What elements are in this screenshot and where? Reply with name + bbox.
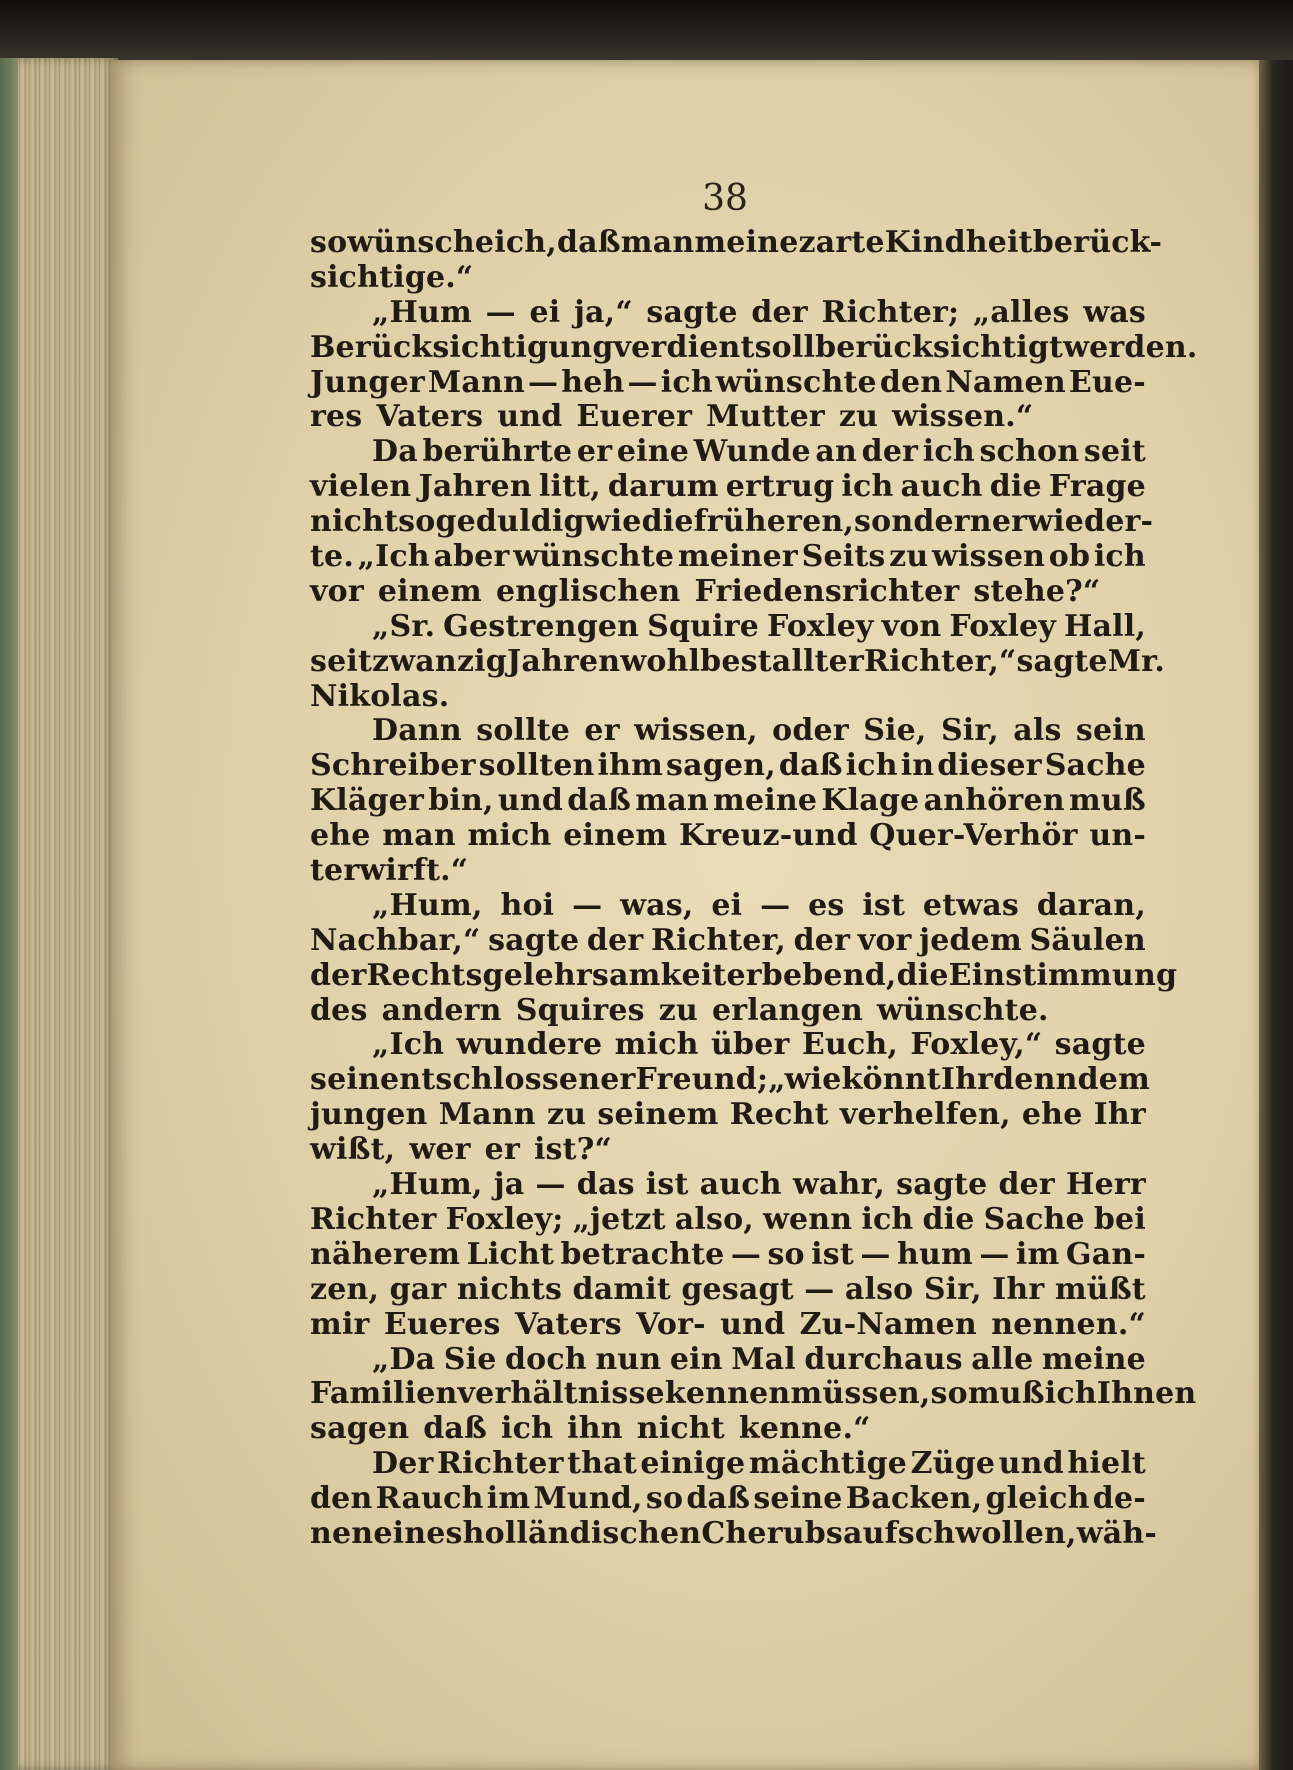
text-line: mir Eueres Vaters Vor- und Zu-Namen nennen.“: [310, 1306, 1146, 1342]
text-line: des andern Squires zu erlangen wünschte.: [310, 992, 1049, 1028]
text-line: Der Richter that einige mächtige Züge und hielt: [372, 1446, 1146, 1482]
text-line: jungen Mann zu seinem Recht verhelfen, ehe Ihr: [310, 1097, 1146, 1133]
text-line: te. „Ich aber wünschte meiner Seits zu wissen ob ich: [310, 539, 1146, 575]
text-line: „Ich wundere mich über Euch, Foxley,“ sagte: [372, 1027, 1146, 1063]
text-line: ehe man mich einem Kreuz-und Quer-Verhör un-: [310, 818, 1146, 854]
text-line: sagen daß ich ihn nicht kenne.“: [310, 1411, 871, 1447]
text-line: Dann sollte er wissen, oder Sie, Sir, als sein: [372, 713, 1146, 749]
text-line: den Rauch im Mund, so daß seine Backen, gleich de-: [310, 1481, 1146, 1517]
text-line: nicht so geduldig wie die früheren, sondern erwieder-: [310, 504, 1154, 540]
text-line: Familienverhältnisse kennen müssen, so muß ich Ihnen: [310, 1376, 1197, 1412]
page-number: 38: [702, 178, 748, 219]
text-line: der Rechtsgelehrsamkeit erbebend, die Einstimmung: [310, 957, 1178, 993]
text-line: seit zwanzig Jahren wohlbestallter Richter,“ sagte Mr.: [310, 643, 1165, 679]
text-line: Berücksichtigung verdient soll berücksichtigt werden.: [310, 329, 1198, 365]
body-text: [310, 225, 1198, 1552]
text-line: Schreiber sollten ihm sagen, daß ich in dieser Sache: [310, 748, 1146, 784]
text-line: „Da Sie doch nun ein Mal durchaus alle meine: [372, 1341, 1146, 1377]
text-line: vor einem englischen Friedensrichter stehe?“: [310, 573, 1101, 609]
text-line: zen, gar nichts damit gesagt — also Sir, Ihr müßt: [310, 1271, 1146, 1307]
text-line: res Vaters und Euerer Mutter zu wissen.“: [310, 399, 1034, 435]
text-line: sichtige.“: [310, 259, 474, 295]
text-line: Nachbar,“ sagte der Richter, der vor jedem Säulen: [310, 922, 1146, 958]
text-line: Richter Foxley; „jetzt also, wenn ich die Sache bei: [310, 1201, 1146, 1237]
text-line: terwirft.“: [310, 853, 469, 889]
text-line: so wünsche ich, daß man meine zarte Kindheit berück-: [310, 225, 1163, 260]
text-line: sein entschlossener Freund; „wie könnt Ihr denn dem: [310, 1062, 1151, 1098]
text-line: Kläger bin, und daß man meine Klage anhören muß: [310, 783, 1146, 819]
right-page-edge: [1259, 60, 1293, 1770]
text-line: „Hum, hoi — was, ei — es ist etwas daran,: [372, 887, 1146, 923]
text-line: „Hum, ja — das ist auch wahr, sagte der Herr: [372, 1167, 1146, 1203]
text-line: vielen Jahren litt, darum ertrug ich auch die Frage: [310, 469, 1146, 505]
text-line: wißt, wer er ist?“: [310, 1132, 612, 1168]
text-line: näherem Licht betrachte — so ist — hum — im Gan-: [310, 1236, 1146, 1272]
text-line: „Sr. Gestrengen Squire Foxley von Foxley Hall,: [372, 608, 1146, 644]
page-edges-stack: [0, 58, 118, 1770]
text-line: „Hum — ei ja,“ sagte der Richter; „alles was: [372, 294, 1146, 330]
text-line: Junger Mann — heh — ich wünschte den Namen Eue-: [310, 364, 1146, 400]
text-line: Da berührte er eine Wunde an der ich schon seit: [372, 434, 1146, 470]
text-line: nen eines holländischen Cherubs aufschwollen, wäh-: [310, 1515, 1158, 1551]
text-line: Nikolas.: [310, 678, 450, 714]
book-cover-edge: [0, 0, 1293, 62]
